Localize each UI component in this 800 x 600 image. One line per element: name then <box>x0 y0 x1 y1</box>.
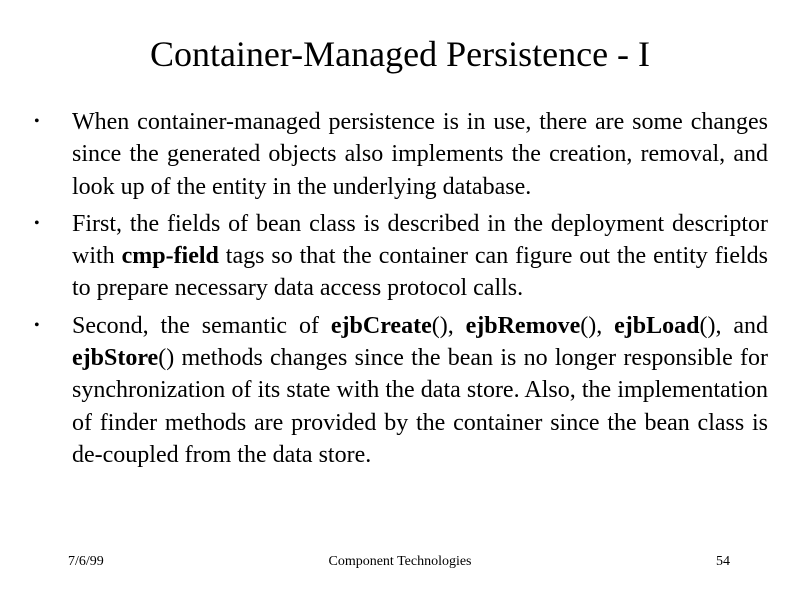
bullet-text: () methods changes since the bean is no longer responsible for synchronization of its state with the data store. Also, the implementation of finder methods are provided by the container since the bean class is de-coupled from the data store. <box>72 345 768 468</box>
footer-date: 7/6/99 <box>68 554 104 569</box>
ejbremove-keyword: ejbRemove <box>465 312 581 339</box>
footer-title: Component Technologies <box>328 554 472 569</box>
ejbload-keyword: ejbLoad <box>614 312 700 339</box>
page-number: 54 <box>716 554 730 569</box>
bullet-icon: • <box>34 316 40 334</box>
bullet-text: tags so that the container can figure out the entity fields to prepare necessary data access protocol calls. <box>72 243 768 302</box>
bullet-item <box>34 208 768 305</box>
bullet-text: Second, the semantic of <box>72 312 331 339</box>
cmp-field-keyword: cmp-field <box>121 243 219 270</box>
ejbcreate-keyword: ejbCreate <box>330 312 432 339</box>
ejbstore-keyword: ejbStore <box>72 345 159 372</box>
bullet-list <box>34 106 768 471</box>
bullet-item <box>34 310 768 471</box>
bullet-item <box>34 106 768 203</box>
bullet-icon: • <box>34 113 40 130</box>
bullet-icon: • <box>34 214 40 232</box>
slide-title: Container-Managed Persistence - I <box>149 34 651 74</box>
bullet-text: First, the fields of bean class is described in the deployment descriptor with <box>72 210 768 270</box>
bullet-text: (), and <box>699 312 769 339</box>
bullet-text: (), <box>580 312 615 339</box>
bullet-text: (), <box>431 312 466 339</box>
bullet-text: When container-managed persistence is in use, there are some changes since the generated objects also implements the creation, removal, and look up of the entity in the underlying database. <box>72 109 768 200</box>
